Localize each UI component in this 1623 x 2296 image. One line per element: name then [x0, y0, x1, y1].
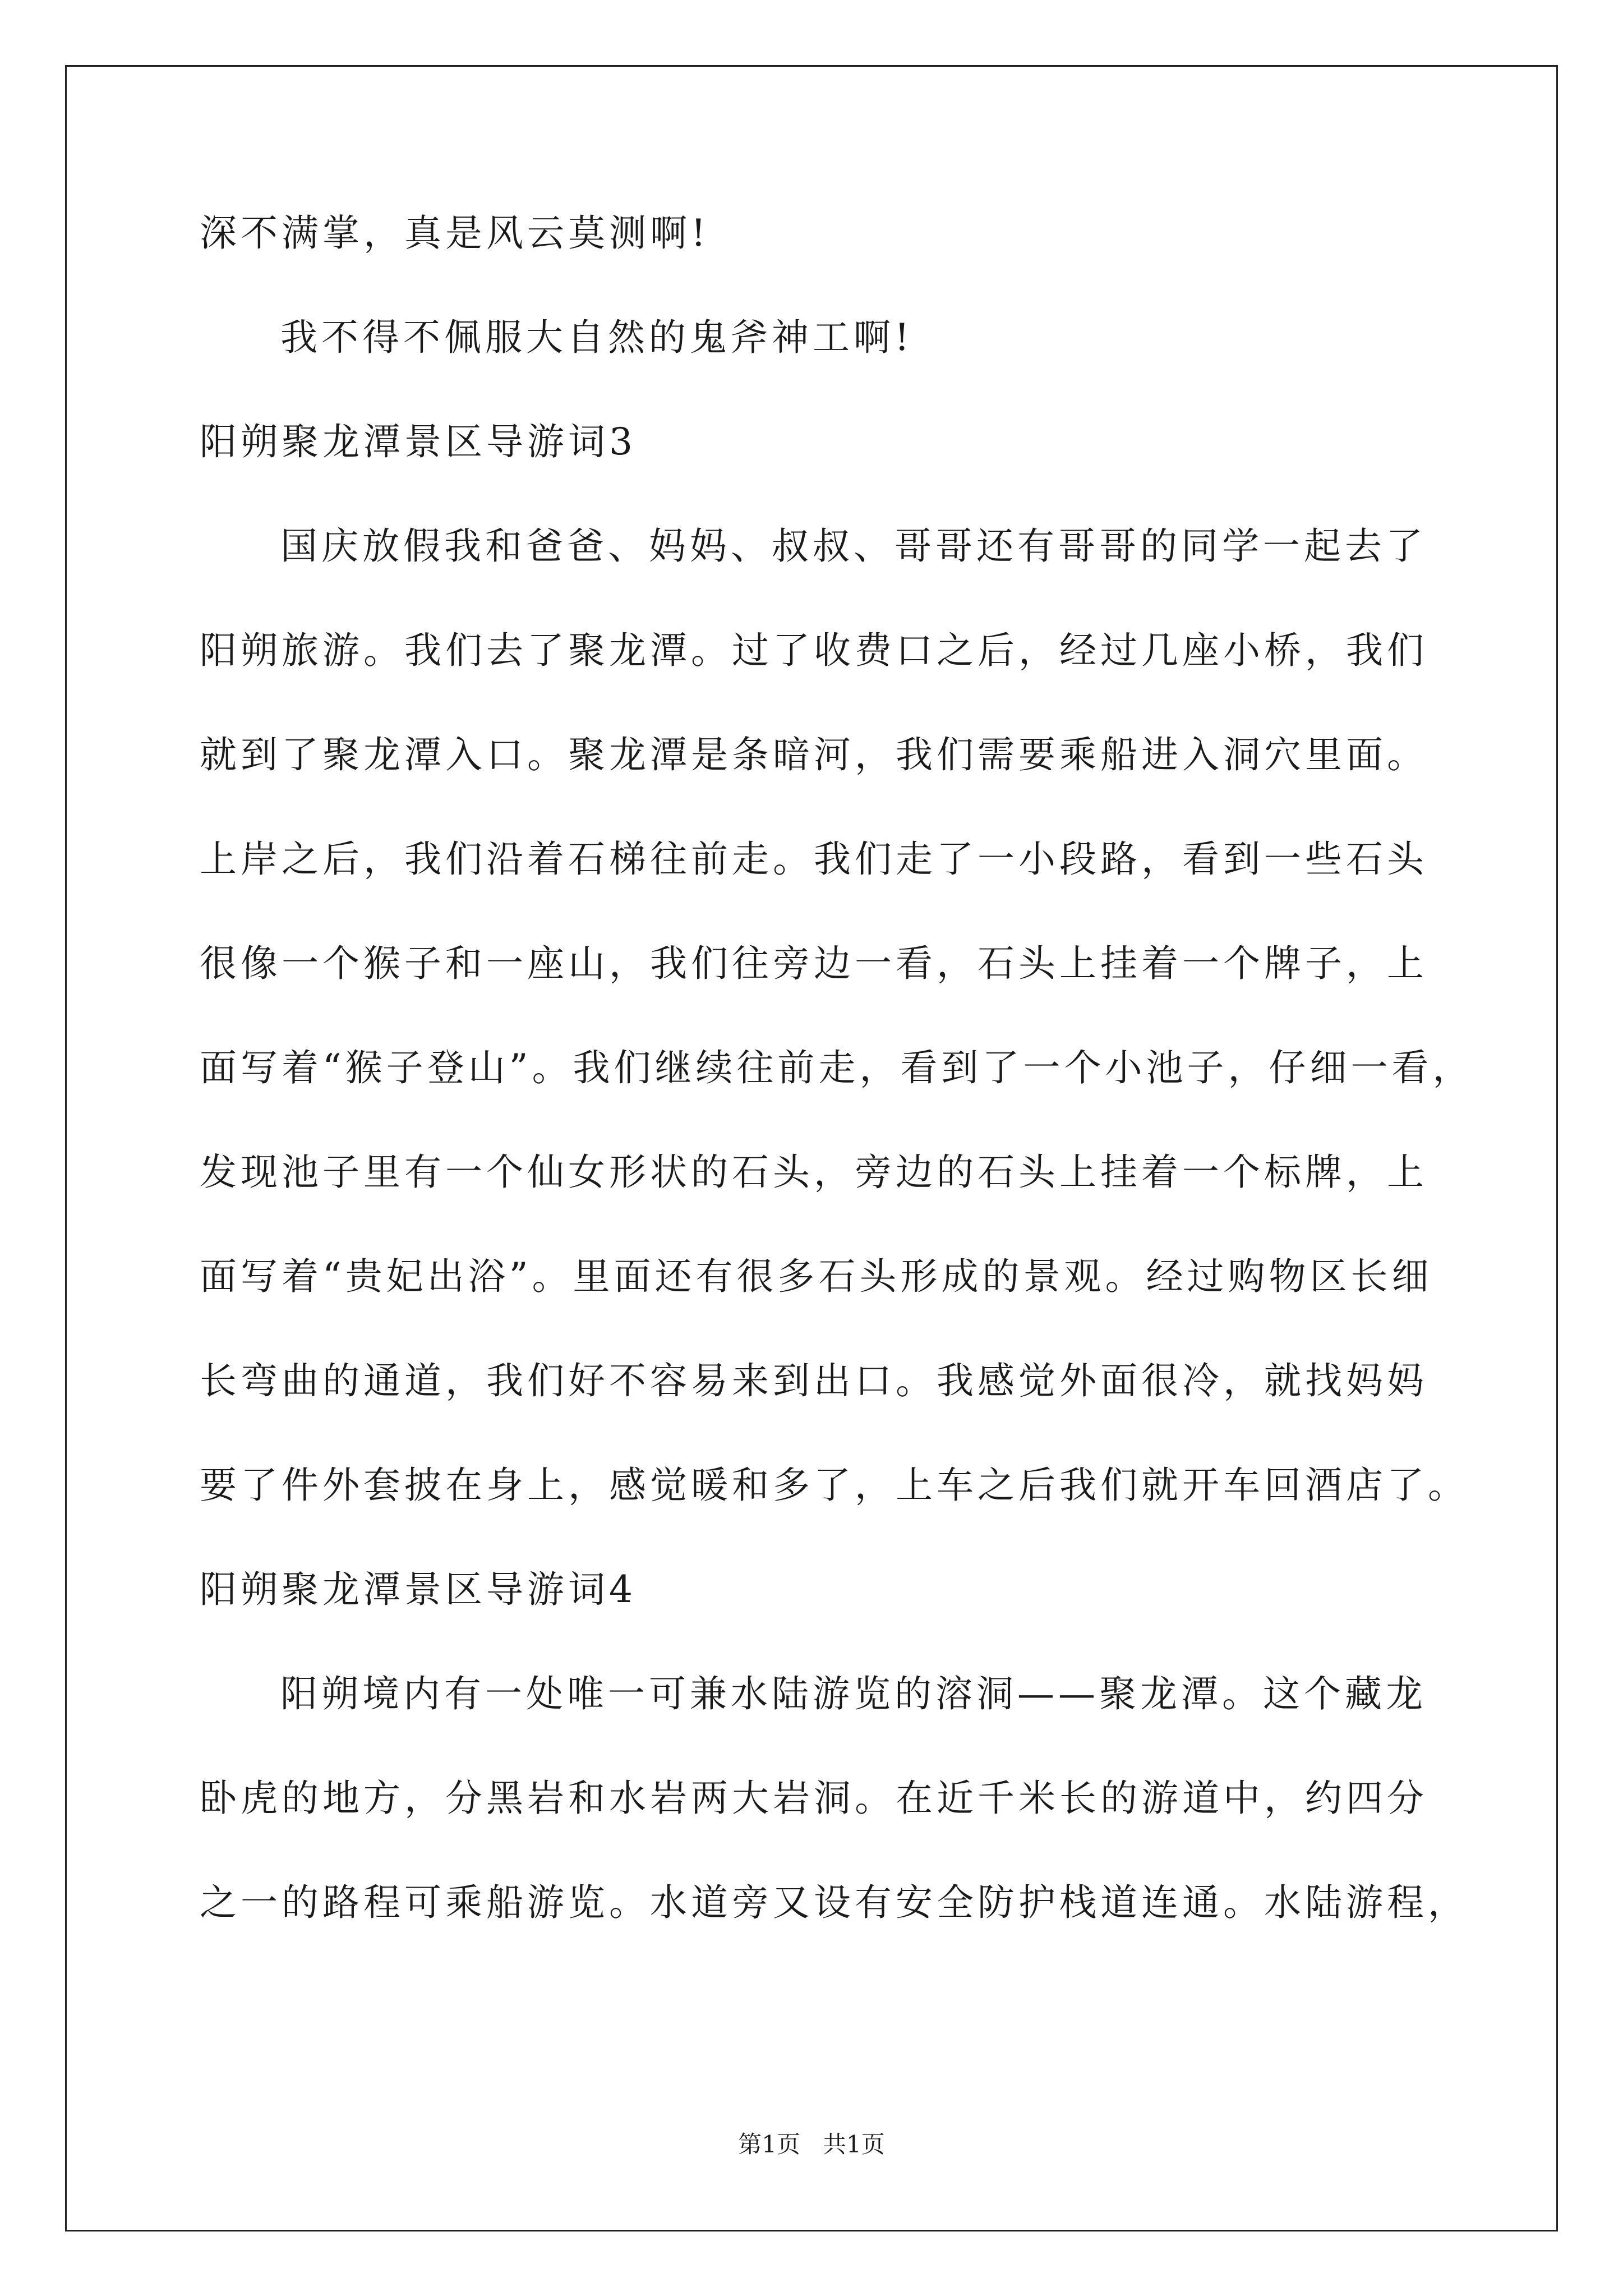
- paragraph-line: 要了件外套披在身上，感觉暖和多了，上车之后我们就开车回酒店了。: [200, 1464, 1469, 1507]
- page-number-footer: 第1页 共1页: [738, 2131, 885, 2158]
- paragraph-line: 长弯曲的通道，我们好不容易来到出口。我感觉外面很冷，就找妈妈: [200, 1359, 1428, 1402]
- paragraph-line: 就到了聚龙潭入口。聚龙潭是条暗河，我们需要乘船进入洞穴里面。: [200, 733, 1428, 776]
- section-heading: 阳朔聚龙潭景区导游词4: [200, 1568, 637, 1611]
- paragraph-line: 面写着“贵妃出浴”。里面还有很多石头形成的景观。经过购物区长细: [200, 1255, 1433, 1298]
- paragraph-line: 之一的路程可乘船游览。水道旁又设有安全防护栈道连通。水陆游程，: [200, 1881, 1469, 1924]
- paragraph-line: 卧虎的地方，分黑岩和水岩两大岩洞。在近千米长的游道中，约四分: [200, 1777, 1428, 1820]
- section-heading: 阳朔聚龙潭景区导游词3: [200, 420, 637, 463]
- paragraph-line: 很像一个猴子和一座山，我们往旁边一看，石头上挂着一个牌子，上: [200, 942, 1428, 985]
- paragraph-line: 国庆放假我和爸爸、妈妈、叔叔、哥哥还有哥哥的同学一起去了: [280, 524, 1427, 568]
- paragraph-line: 发现池子里有一个仙女形状的石头，旁边的石头上挂着一个标牌，上: [200, 1151, 1428, 1194]
- paragraph-line: 深不满掌，真是风云莫测啊!: [200, 211, 710, 255]
- paragraph-line: 上岸之后，我们沿着石梯往前走。我们走了一小段路，看到一些石头: [200, 838, 1428, 881]
- paragraph-line: 我不得不佩服大自然的鬼斧神工啊!: [280, 316, 914, 359]
- paragraph-line: 阳朔境内有一处唯一可兼水陆游览的溶洞——聚龙潭。这个藏龙: [280, 1672, 1427, 1715]
- paragraph-line: 阳朔旅游。我们去了聚龙潭。过了收费口之后，经过几座小桥，我们: [200, 629, 1428, 672]
- paragraph-line: 面写着“猴子登山”。我们继续往前走，看到了一个小池子，仔细一看，: [200, 1046, 1474, 1089]
